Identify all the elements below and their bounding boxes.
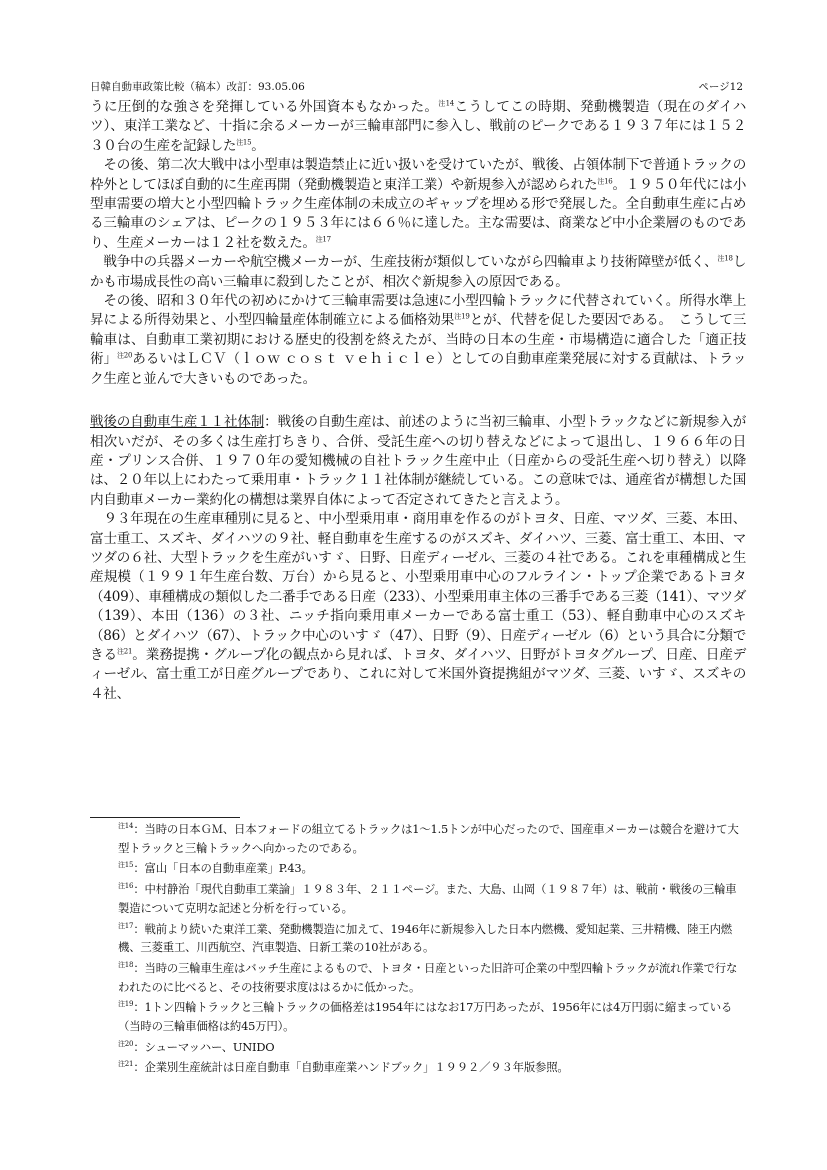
footnote: $^{注19}$：1トン四輪トラックと三輪トラックの価格差は1954年にはなお17万円あったが、1956年には4万円弱に縮まっている（当時の三輪車価格は約45万円）。 — [118, 1000, 733, 1034]
document-title: 日韓自動車政策比較（稿本）改訂：93.05.06 — [90, 81, 305, 93]
paragraph: その後、第二次大戦中は小型車は製造禁止に近い扱いを受けていたが、戦後、占領体制下で普通トラックの枠外としてほぼ自動的に生産再開（発動機製造と東洋工業）や新規参入が認められた$^{注16}$。１９５０年代には小型車需要の増大と小型四輪トラック生産体制の未成立のギャップを埋める形で発展した。全自動車生産に占める三輪車のシェアは、ピークの１９５３年には６６％に達した。主な需要は、商業など中小企業層のものであり、生産メーカーは１２社を数えた。$^{注17}$ — [90, 157, 747, 251]
footnote-mark: 注19 — [118, 1000, 134, 1009]
page-number: ページ12 — [698, 81, 743, 93]
page-header — [90, 80, 743, 94]
body-text — [90, 98, 746, 704]
footnotes — [90, 820, 746, 1079]
footnote: $^{注20}$：シューマッハー、UNIDO — [118, 1039, 275, 1054]
footnote: $^{注16}$：中村静治「現代自動車工業論」１９８３年、２１１ページ。また、大島、山岡（１９８７年）は、戦前・戦後の三輪車製造について克明な記述と分析を行っている。 — [118, 882, 737, 915]
paragraph: うに圧倒的な強さを発揮している外国資本もなかった。$^{注14}$こうしてこの時期、発動機製造（現在のダイハツ）、東洋工業など、十指に余るメーカーが三輪車部門に参入し、戦前のピークである１９３７年には１５２３０台の生産を記録した$^{注15}$。 — [90, 99, 747, 154]
footnote-mark: 注15 — [118, 861, 134, 870]
footnote-ref: 注17 — [315, 235, 331, 244]
footnote-ref: 注20 — [116, 351, 133, 360]
footnote-ref: 注15 — [236, 138, 252, 147]
footnote: $^{注14}$：当時の日本ＧＭ、日本フォードの組立てるトラックは1～1.5トンが中心だったので、国産車メーカーは競合を避けて大型トラックと三輪トラックへ向かったのである。 — [118, 822, 739, 855]
footnote-mark: 注18 — [118, 961, 134, 970]
footnote-mark: 注20 — [118, 1039, 134, 1048]
footnote: $^{注18}$：当時の三輪車生産はバッチ生産によるもので、トヨタ・日産といった旧許可企業の中型四輪トラックが流れ作業で行なわれたのに比べると、その技術要求度ははるかに低かった。 — [118, 960, 738, 994]
footnote: $^{注15}$：富山「日本の自動車産業」P.43。 — [118, 861, 313, 876]
footnote-ref: 注19 — [454, 312, 470, 321]
paragraph: 戦争中の兵器メーカーや航空機メーカーが、生産技術が類似していながら四輪車より技術障壁が低く、$^{注18}$しかも市場成長性の高い三輪車に殺到したことが、相次ぐ新規参入の原因である。 — [90, 254, 746, 290]
footnote-ref: 注16 — [597, 177, 613, 186]
footnote-ref: 注18 — [717, 254, 733, 263]
footnote-divider — [90, 817, 240, 818]
paragraph-gap — [90, 389, 746, 413]
paragraph: 戦後の自動車生産１１社体制：戦後の自動生産は、前述のように当初三輪車、小型トラックなどに新規参入が相次いだが、その多くは生産打ちきり、合併、受託生産への切り替えなどによって退出し、１９６６年の日産・プリンス合併、１９７０年の愛知機械の自社トラック生産中止（日産からの受託生産へ切り替え）以降は、２０年以上にわたって乗用車・トラック１１社体制が継続している。この意味では、通産省が構想した国内自動車メーカー業約化の構想は業界自体によって否定されてきたと言えよう。 — [90, 414, 746, 508]
footnote-mark: 注17 — [118, 921, 134, 930]
footnote-mark: 注16 — [118, 882, 134, 891]
footnote: $^{注21}$：企業別生産統計は日産自動車「自動車産業ハンドブック」１９９２／９３年版参照。 — [118, 1060, 569, 1075]
footnote-mark: 注21 — [118, 1060, 134, 1069]
paragraph: ９３年現在の生産車種別に見ると、中小型乗用車・商用車を作るのがトヨタ、日産、マツダ、三菱、本田、富士重工、スズキ、ダイハツの９社、軽自動車を生産するのがスズキ、ダイハツ、三菱、富士重工、本田、マツダの６社、大型トラックを生産がいすゞ、日野、日産ディーゼル、三菱の４社である。これを車種構成と生産規模（１９９１年生産台数、万台）から見ると、小型乗用車中心のフルライン・トップ企業であるトヨタ（409）、車種構成の類似した二番手である日産（233）、小型乗用車主体の三番手である三菱（141）、マツダ（139）、本田（136）の３社、ニッチ指向乗用車メーカーである富士重工（53）、軽自動車中心のスズキ（86）とダイハツ（67）、トラック中心のいすゞ（47）、日野（9）、日産ディーゼル（6）という具合に分類できる$^{注21}$。業務提携・グループ化の観点から見れば、トヨタ、ダイハツ、日野がトヨタグループ、日産、日産ディーゼル、富士重工が日産グループであり、これに対して米国外資提携組がマツダ、三菱、いすゞ、スズキの４社、 — [90, 511, 746, 702]
footnote-mark: 注14 — [118, 822, 134, 831]
footnote: $^{注17}$：戦前より続いた東洋工業、発動機製造に加えて、1946年に新規参入した日本内燃機、愛知起業、三井精機、陸王内燃機、三菱重工、川西航空、汽車製造、日新工業の10社がある。 — [118, 921, 732, 955]
footnote-ref: 注14 — [438, 99, 454, 108]
paragraph: その後、昭和３０年代の初めにかけて三輪車需要は急速に小型四輪トラックに代替されていく。所得水準上昇による所得効果と、小型四輪量産体制確立による価格効果$^{注19}$とが、代替を促した要因である。 こうして三輪車は、自動車工業初期における歴史的役割を終えたが、当時の日本の生産・市場構造に適合した「適正技術」$^{注20}$あるいはＬＣＶ（ｌｏｗ ｃｏｓｔ ｖｅｈｉｃｌｅ）としての自動車産業発展に対する貢献は、トラック生産と並んで大きいものであった。 — [90, 293, 746, 387]
section-title: 戦後の自動車生産１１社体制 — [90, 414, 265, 431]
footnote-ref: 注21 — [116, 647, 133, 656]
